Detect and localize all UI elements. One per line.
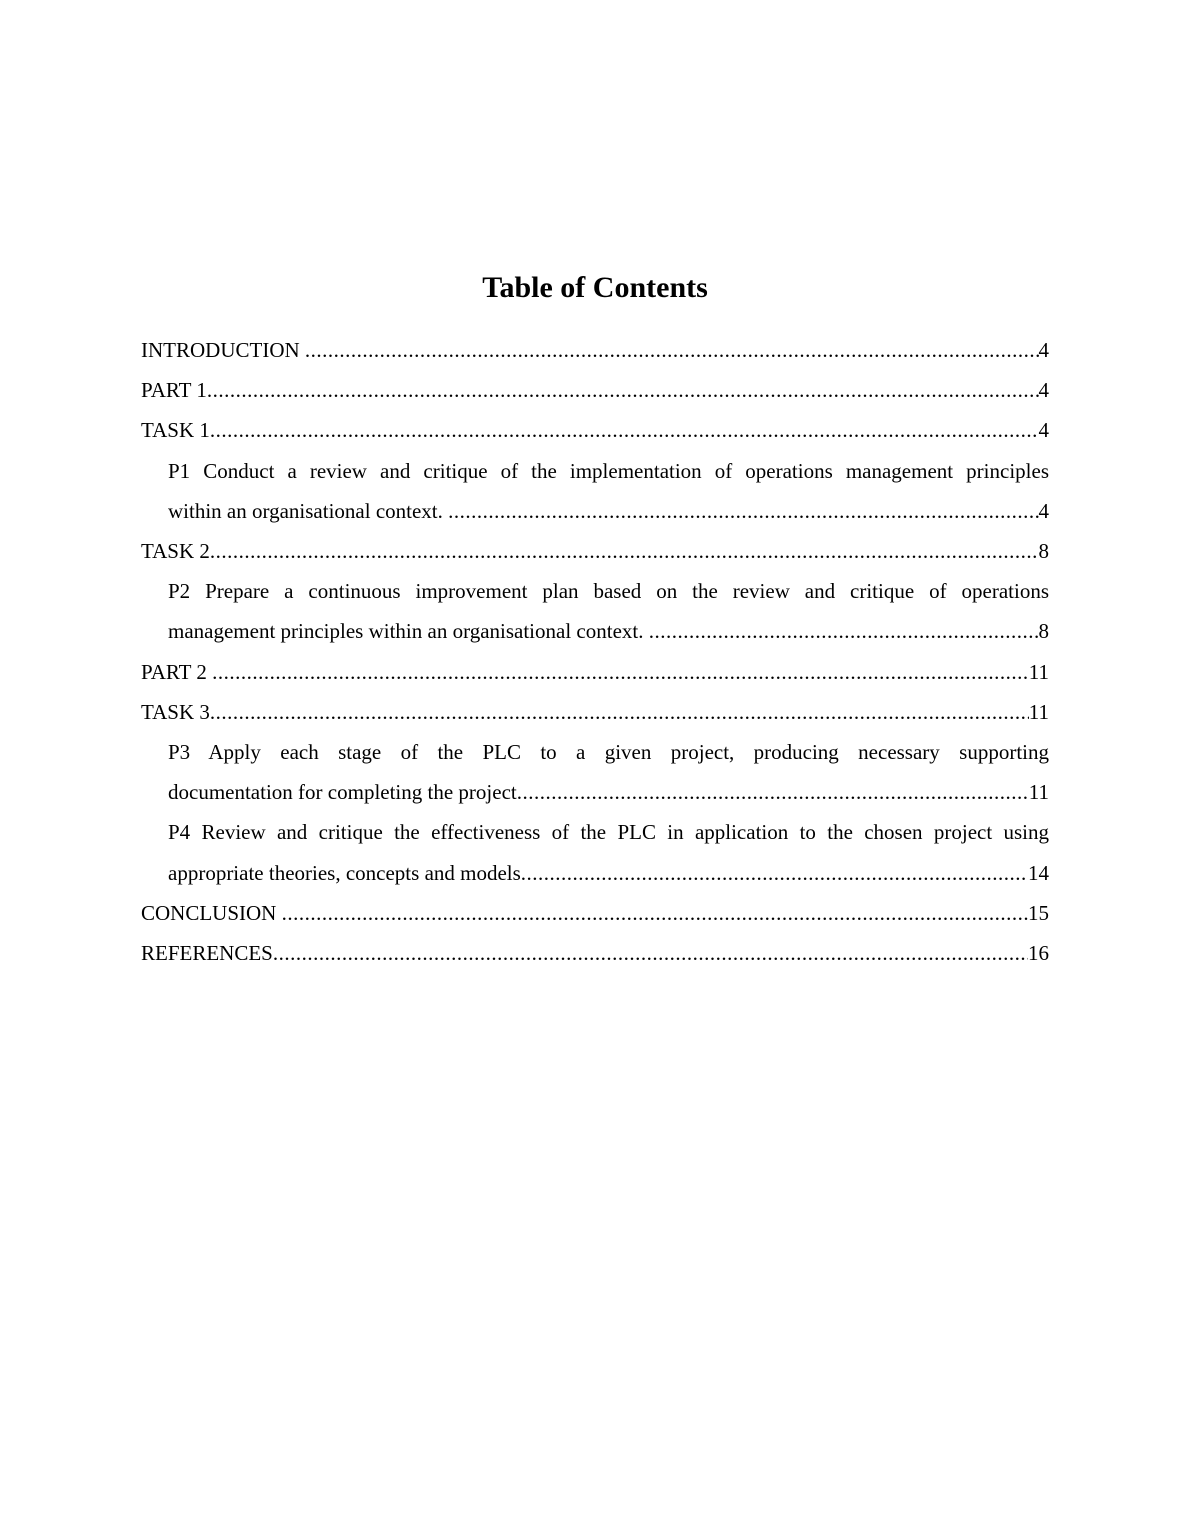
toc-entry-text-line: P3 Apply each stage of the PLC to a given project, producing necessary supporting — [168, 739, 1049, 764]
toc-entry-task-3[interactable] — [141, 692, 1049, 732]
toc-page-number: 16 — [1028, 940, 1049, 965]
toc-leader-dots — [207, 370, 1039, 410]
toc-entry-text: within an organisational context. — [168, 498, 449, 523]
toc-page-number: 14 — [1028, 860, 1049, 885]
table-of-contents — [141, 330, 1049, 973]
toc-title: Table of Contents — [482, 271, 708, 304]
toc-entry-conclusion[interactable] — [141, 893, 1049, 933]
toc-page-number: 8 — [1038, 619, 1049, 644]
toc-entry-p3[interactable] — [141, 732, 1049, 812]
toc-entry-text: CONCLUSION — [141, 900, 282, 925]
toc-entry-task-2[interactable] — [141, 531, 1049, 571]
toc-leader-dots — [273, 933, 1028, 973]
toc-entry-references[interactable] — [141, 933, 1049, 973]
toc-entry-text-line: P4 Review and critique the effectiveness of the PLC in application to the chosen project using — [168, 820, 1049, 845]
toc-page-number: 4 — [1038, 378, 1049, 403]
toc-leader-dots — [210, 531, 1039, 571]
toc-leader-dots — [521, 853, 1028, 893]
toc-page-number: 15 — [1028, 900, 1049, 925]
toc-entry-text: PART 1 — [141, 378, 207, 403]
toc-entry-text: REFERENCES — [141, 940, 273, 965]
toc-entry-text: TASK 1 — [141, 418, 210, 443]
toc-page-number: 4 — [1038, 498, 1049, 523]
toc-entry-task-1[interactable] — [141, 410, 1049, 450]
toc-page-number: 4 — [1038, 338, 1049, 362]
toc-leader-dots — [517, 772, 1029, 812]
toc-entry-text: PART 2 — [141, 659, 213, 684]
toc-page-number: 11 — [1028, 699, 1049, 724]
toc-entry-text: management principles within an organisational context. — [168, 619, 649, 644]
toc-entry-text-line: P1 Conduct a review and critique of the implementation of operations management principles — [168, 458, 1049, 483]
toc-entry-p2[interactable] — [141, 571, 1049, 651]
toc-entry-text: appropriate theories, concepts and models — [168, 860, 521, 885]
toc-leader-dots — [282, 893, 1028, 933]
toc-leader-dots — [210, 410, 1039, 450]
toc-entry-text: documentation for completing the project — [168, 780, 517, 805]
toc-entry-text: INTRODUCTION — [141, 338, 305, 362]
toc-entry-text: TASK 3 — [141, 699, 210, 724]
toc-leader-dots — [448, 491, 1038, 531]
toc-entry-part-2[interactable] — [141, 652, 1049, 692]
toc-entry-part-1[interactable] — [141, 370, 1049, 410]
toc-entry-text-line: P2 Prepare a continuous improvement plan based on the review and critique of operations — [168, 579, 1049, 604]
toc-page-number: 8 — [1038, 538, 1049, 563]
toc-leader-dots — [649, 611, 1039, 651]
toc-leader-dots — [212, 652, 1029, 692]
toc-page-number: 11 — [1028, 659, 1049, 684]
toc-leader-dots — [210, 692, 1029, 732]
toc-entry-text: TASK 2 — [141, 538, 210, 563]
toc-leader-dots — [305, 330, 1039, 370]
toc-page-number: 4 — [1038, 418, 1049, 443]
toc-entry-introduction[interactable] — [141, 330, 1049, 370]
toc-entry-p4[interactable] — [141, 812, 1049, 892]
toc-page-number: 11 — [1028, 780, 1049, 805]
toc-entry-p1[interactable] — [141, 451, 1049, 531]
